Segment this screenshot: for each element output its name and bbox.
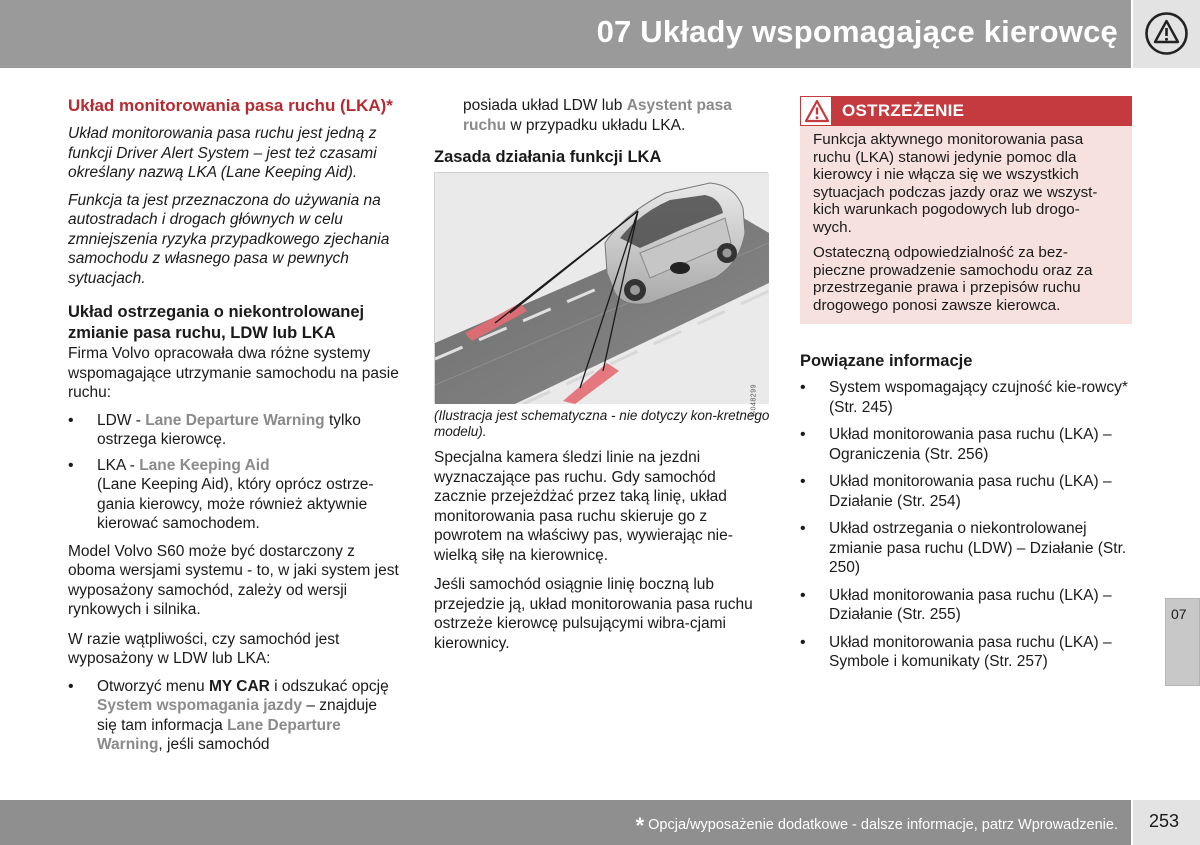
related-link-item[interactable]: • Układ monitorowania pasa ruchu (LKA) – Symbole i komunikaty (Str. 257) xyxy=(800,633,1132,672)
side-tab-label: 07 xyxy=(1171,606,1187,622)
intro-paragraph-1: Układ monitorowania pasa ruchu jest jedną z funkcji Driver Alert System – jest też czasami określany nazwą LKA (Lane Keeping Aid). xyxy=(68,125,377,181)
column-1 xyxy=(68,96,400,755)
warning-triangle-icon xyxy=(1144,11,1189,56)
page-number: 253 xyxy=(1149,811,1180,831)
footer-note: * Opcja/wyposażenie dodatkowe - dalsze informacje, patrz Wprowadzenie. xyxy=(635,813,1118,838)
related-link-item[interactable]: • Układ ostrzegania o niekontrolowanej zmianie pasa ruchu (LDW) – Działanie (Str. 250) xyxy=(800,519,1132,578)
lka-illustration xyxy=(434,172,768,417)
warning-header xyxy=(800,96,1132,126)
chapter-side-tab[interactable] xyxy=(1165,598,1200,686)
car-lane-illustration xyxy=(435,173,769,404)
link-system-wspomagania-jazdy[interactable]: System wspomagania jazdy xyxy=(97,697,303,714)
systems-list xyxy=(68,411,400,534)
subheading-lka-principle: Zasada działania funkcji LKA xyxy=(434,148,662,166)
instructions-list xyxy=(68,677,400,755)
warning-title: OSTRZEŻENIE xyxy=(842,101,965,120)
warning-triangle-icon xyxy=(804,99,830,124)
figure-code: G048299 xyxy=(750,384,757,417)
continued-paragraph: posiada układ LDW lub Asystent pasa ruchu w przypadku układu LKA. xyxy=(463,97,732,134)
link-lane-keeping-aid[interactable]: Lane Keeping Aid xyxy=(139,456,270,474)
related-list xyxy=(800,378,1132,672)
paragraph-vibration: Jeśli samochód osiągnie linię boczną lub przejedzie ją, układ monitorowania pasa ruchu ostrzeże kierowcę pulsującymi wibra-cjami kierownicy. xyxy=(434,576,753,652)
link-asystent-pasa-ruchu[interactable]: Asystent pasa ruchu xyxy=(463,97,732,134)
warning-paragraph-2: Ostateczną odpowiedzialność za bez-pieczne prowadzenie samochodu oraz za przestrzeganie prawa i przepisów ruchu drogowego ponosi zawsze kierowca. xyxy=(813,244,1093,314)
column-3 xyxy=(800,96,1132,672)
paragraph-camera: Specjalna kamera śledzi linie na jezdni wyznaczające pas ruchu. Gdy samochód zacznie przejeżdżać przez taką linię, układ monitorowania pasa ruchu skieruje go z powrotem na właściwy pas, wywierając nie-wielką siłę na kierownicę. xyxy=(434,449,733,564)
warning-icon-box xyxy=(800,96,832,126)
related-link-item[interactable]: • System wspomagający czujność kie-rowcy* (Str. 245) xyxy=(800,378,1132,417)
related-link-item[interactable]: • Układ monitorowania pasa ruchu (LKA) – Działanie (Str. 255) xyxy=(800,586,1132,625)
warning-box xyxy=(800,96,1132,324)
related-link-item[interactable]: • Układ monitorowania pasa ruchu (LKA) – Działanie (Str. 254) xyxy=(800,472,1132,511)
chapter-title: 07 Układy wspomagające kierowcę xyxy=(596,14,1118,49)
figure-caption: (Ilustracja jest schematyczna - nie dotyczy kon-kretnego modelu). xyxy=(434,408,770,439)
related-link-item[interactable]: • Układ monitorowania pasa ruchu (LKA) – Ograniczenia (Str. 256) xyxy=(800,425,1132,464)
paragraph-systems: Firma Volvo opracowała dwa różne systemy wspomagające utrzymanie samochodu na pasie ruchu: xyxy=(68,345,399,401)
related-heading: Powiązane informacje xyxy=(800,352,973,370)
subheading-ldw-lka: Układ ostrzegania o niekontrolowanej zmianie pasa ruchu, LDW lub LKA xyxy=(68,303,365,342)
warning-body xyxy=(800,126,1132,314)
page-number-box xyxy=(1133,800,1200,845)
column-2 xyxy=(434,96,770,653)
list-item: • LDW - Lane Departure Warning tylko ostrzega kierowcę. xyxy=(68,411,400,450)
link-lane-departure-warning-2[interactable]: Lane Departure Warning xyxy=(97,716,341,753)
section-heading-lka: Układ monitorowania pasa ruchu (LKA)* xyxy=(68,96,393,115)
list-item: • LKA - Lane Keeping Aid (Lane Keeping Aid), który oprócz ostrze-gania kierowcy, może również aktywnie kierować samochodem. xyxy=(68,456,400,534)
menu-my-car: MY CAR xyxy=(208,677,270,695)
header-icon-box xyxy=(1133,0,1200,68)
asterisk: * xyxy=(635,813,645,838)
paragraph-versions: Model Volvo S60 może być dostarczony z oboma wersjami systemu - to, w jaki system jest wyposażony samochód, zależy od wersji rynkowych i silnika. xyxy=(68,542,399,618)
warning-paragraph-1: Funkcja aktywnego monitorowania pasa ruchu (LKA) stanowi jedynie pomoc dla kierowcy i nie włącza się we wszystkich sytuacjach podczas jazdy oraz we wszyst-kich warunkach pogodowych lub drogo-wych. xyxy=(813,131,1098,236)
link-lane-departure-warning[interactable]: Lane Departure Warning xyxy=(145,411,325,429)
list-item: • Otworzyć menu MY CAR i odszukać opcję System wspomagania jazdy – znajduje się tam informacja Lane Departure Warning, jeśli samochód xyxy=(68,677,400,755)
paragraph-doubt: W razie wątpliwości, czy samochód jest wyposażony w LDW lub LKA: xyxy=(68,630,340,667)
intro-paragraph-2: Funkcja ta jest przeznaczona do używania na autostradach i drogach głównych w celu zmniejszenia ryzyka przypadkowego zjechania samochodu z własnego pasa w pewnych sytuacjach. xyxy=(68,191,390,287)
